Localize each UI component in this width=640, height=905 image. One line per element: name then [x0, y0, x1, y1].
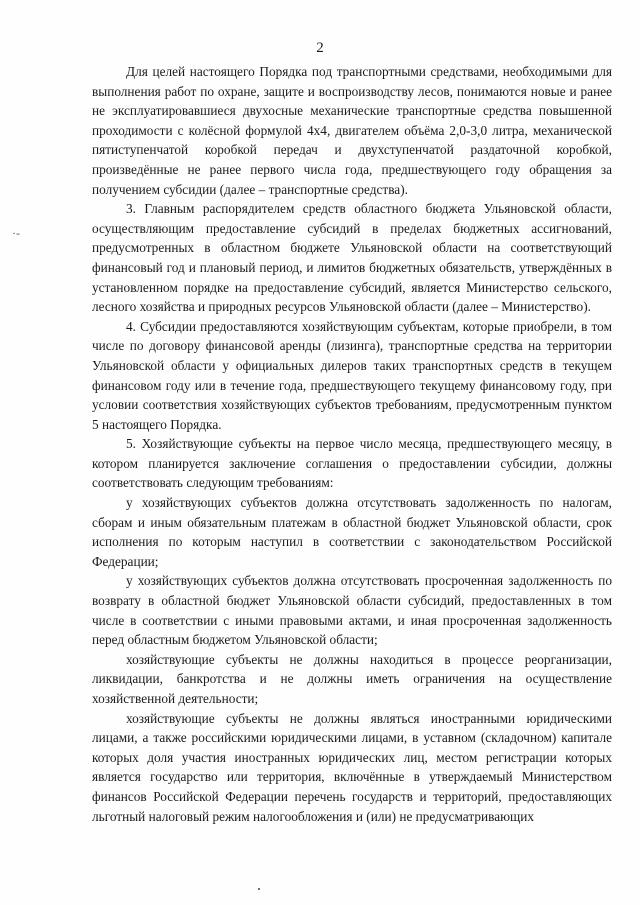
paragraph-4-subsidy-recipients: 4. Субсидии предоставляются хозяйствующим субъектам, которые приобрели, в том числе по договору финансовой аренды (лизинга), транспортные средства на территории Ульяновской области у официальных дилеров таких транспортных средств в текущем финансовом году или в течение года, предшествующего текущему финансовому году, при условии соответствия хозяйствующих субъектов требованиям, предусмотренным пунктом 5 настоящего Порядка.	[92, 318, 612, 432]
requirement-no-reorganization: хозяйствующие субъекты не должны находиться в процессе реорганизации, ликвидации, банкротства и не должны иметь ограничения на осуществление хозяйственной деятельности;	[92, 651, 612, 706]
requirement-not-foreign-entity: хозяйствующие субъекты не должны являться иностранными юридическими лицами, а также российскими юридическими лицами, в уставном (складочном) капитале которых доля участия иностранных юридических лиц, местом регистрации которых является государство или территория, включённые в утверждаемый Министерством финансов Российской Федерации перечень государств и территорий, предоставляющих льготный налоговый режим налогообложения и (или) не предусматривающих	[92, 710, 612, 824]
margin-mark: ·-	[12, 226, 20, 240]
requirement-no-tax-debt: у хозяйствующих субъектов должна отсутствовать задолженность по налогам, сборам и иным обязательным платежам в областной бюджет Ульяновской области, срок исполнения по которым наступил в соответствии с законодательством Российской Федерации;	[92, 495, 612, 569]
page-number: 2	[316, 40, 324, 56]
paragraph-5-requirements: 5. Хозяйствующие субъекты на первое число месяца, предшествующего месяцу, в котором планируется заключение соглашения о предоставлении субсидии, должны соответствовать следующим требованиям:	[92, 436, 612, 491]
paragraph-3-main-administrator: 3. Главным распорядителем средств областного бюджета Ульяновской области, осуществляющим предоставление субсидий в пределах бюджетных ассигнований, предусмотренных в областном бюджете Ульяновской области на соответствующий финансовый год и плановый период, и лимитов бюджетных обязательств, утверждённых в установленном порядке на предоставление субсидий, является Министерство сельского, лесного хозяйства и природных ресурсов Ульяновской области (далее – Министерство).	[92, 201, 612, 315]
paragraph-transport-definition: Для целей настоящего Порядка под транспортными средствами, необходимыми для выполнения работ по охране, защите и воспроизводству лесов, понимаются новые и ранее не эксплуатировавшиеся двухосные механические транспортные средства повышенной проходимости с колёсной формулой 4х4, двигателем объёма 2,0-3,0 литра, механической пятиступенчатой коробкой передач и двухступенчатой раздаточной коробкой, произведённые не ранее первого числа года, предшествующего году обращения за получением субсидии (далее – транспортные средства).	[92, 64, 612, 197]
document-body	[92, 62, 612, 826]
scan-speck	[258, 888, 260, 890]
requirement-no-overdue-debt: у хозяйствующих субъектов должна отсутствовать просроченная задолженность по возврату в областной бюджет Ульяновской области субсидий, предоставленных в том числе в соответствии с иными правовыми актами, и иная просроченная задолженность перед областным бюджетом Ульяновской области;	[92, 573, 612, 648]
